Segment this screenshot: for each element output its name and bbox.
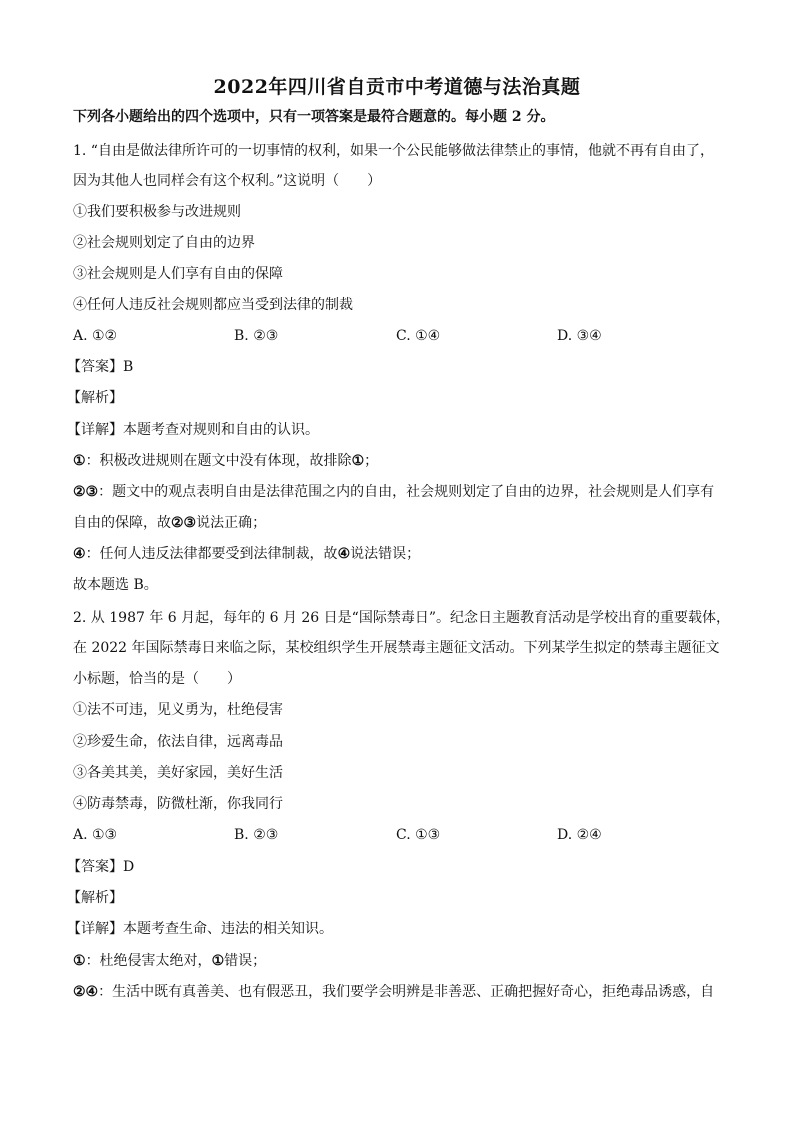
answer-value: D bbox=[123, 859, 135, 875]
answer-tag: 【答案】 bbox=[67, 359, 123, 375]
text: ：积极改进规则在题文中没有体现，故排除 bbox=[85, 453, 352, 469]
q2-analysis-tag: 【解析】 bbox=[67, 890, 123, 906]
q1-detail bbox=[67, 420, 319, 440]
q2-item-3: ③各美其美，美好家园，美好生活 bbox=[73, 765, 283, 781]
q1-explain-2-line2 bbox=[73, 513, 266, 533]
text: 错误； bbox=[224, 953, 267, 969]
q2-answer bbox=[67, 857, 134, 877]
q1-item-1: ①我们要积极参与改进规则 bbox=[73, 204, 241, 220]
q1-answer bbox=[67, 357, 133, 377]
q1-explain-2-line1 bbox=[73, 482, 714, 502]
q2-item-1: ①法不可违，见义勇为，杜绝侵害 bbox=[73, 702, 283, 718]
mark: ④ bbox=[73, 546, 86, 562]
text: ； bbox=[364, 453, 379, 469]
answer-tag: 【答案】 bbox=[67, 859, 123, 875]
mark: ④ bbox=[337, 546, 351, 562]
q2-item-2: ②珍爱生命，依法自律，远离毒品 bbox=[73, 734, 283, 750]
q2-item-4: ④防毒禁毒，防微杜渐，你我同行 bbox=[73, 796, 283, 812]
detail-tag: 【详解】 bbox=[67, 921, 123, 937]
q1-explain-3 bbox=[73, 544, 420, 564]
detail-tag: 【详解】 bbox=[67, 422, 123, 438]
text: ：任何人违反法律都要受到法律制裁，故 bbox=[85, 546, 338, 562]
q2-stem-line3: 小标题，恰当的是（ ） bbox=[73, 671, 241, 687]
instruction-text: 下列各小题给出的四个选项中，只有一项答案是最符合题意的。每小题 2 分。 bbox=[73, 109, 555, 125]
text: 说法正确； bbox=[196, 515, 267, 531]
text: 说法错误； bbox=[350, 546, 421, 562]
q2-explain-1 bbox=[73, 951, 266, 971]
mark: ① bbox=[73, 953, 86, 969]
q1-conclusion: 故本题选 B。 bbox=[73, 577, 158, 593]
detail-text: 本题考查对规则和自由的认识。 bbox=[123, 422, 319, 438]
q2-option-b: B. ②③ bbox=[234, 827, 279, 843]
q2-option-a: A. ①③ bbox=[73, 827, 118, 843]
q1-stem-line1: 1. “自由是做法律所许可的一切事情的权利，如果一个公民能够做法律禁止的事情，他就不再有自由了， bbox=[73, 143, 714, 159]
q1-option-a: A. ①② bbox=[73, 328, 118, 344]
q1-stem-line2: 因为其他人也同样会有这个权利。”这说明（ ） bbox=[73, 173, 382, 189]
q1-item-4: ④任何人违反社会规则都应当受到法律的制裁 bbox=[73, 297, 353, 313]
answer-value: B bbox=[123, 359, 134, 375]
q1-option-c: C. ①④ bbox=[396, 328, 441, 344]
q1-item-2: ②社会规则划定了自由的边界 bbox=[73, 235, 255, 251]
mark: ① bbox=[73, 453, 86, 469]
text: 自由的保障，故 bbox=[73, 515, 171, 531]
mark: ②③ bbox=[73, 484, 99, 500]
q1-option-b: B. ②③ bbox=[234, 328, 279, 344]
q1-item-3: ③社会规则是人们享有自由的保障 bbox=[73, 266, 283, 282]
q2-explain-2 bbox=[73, 982, 714, 1002]
text: ：题文中的观点表明自由是法律范围之内的自由，社会规则划定了自由的边界，社会规则是人们享有 bbox=[98, 484, 715, 500]
text: ：生活中既有真善美、也有假恶丑，我们要学会明辨是非善恶、正确把握好奇心，拒绝毒品诱惑，自 bbox=[98, 984, 715, 1000]
mark: ②③ bbox=[171, 515, 197, 531]
q1-analysis-tag: 【解析】 bbox=[67, 390, 123, 406]
q2-option-d: D. ②④ bbox=[557, 827, 602, 843]
detail-text: 本题考查生命、违法的相关知识。 bbox=[123, 921, 333, 937]
q2-stem-line1: 2. 从 1987 年 6 月起，每年的 6 月 26 日是“国际禁毒日”。纪念日主题教育活动是学校出育的重要载体， bbox=[73, 610, 730, 626]
q1-explain-1 bbox=[73, 451, 378, 471]
q2-detail bbox=[67, 919, 333, 939]
mark: ②④ bbox=[73, 984, 99, 1000]
text: ：杜绝侵害太绝对， bbox=[85, 953, 212, 969]
q2-option-c: C. ①③ bbox=[396, 827, 441, 843]
document-title: 2022年四川省自贡市中考道德与法治真题 bbox=[213, 76, 581, 98]
mark: ① bbox=[351, 453, 365, 469]
q2-stem-line2: 在 2022 年国际禁毒日来临之际，某校组织学生开展禁毒主题征文活动。下列某学生拟定的禁毒主题征文 bbox=[73, 640, 720, 656]
q1-option-d: D. ③④ bbox=[557, 328, 602, 344]
mark: ① bbox=[211, 953, 225, 969]
